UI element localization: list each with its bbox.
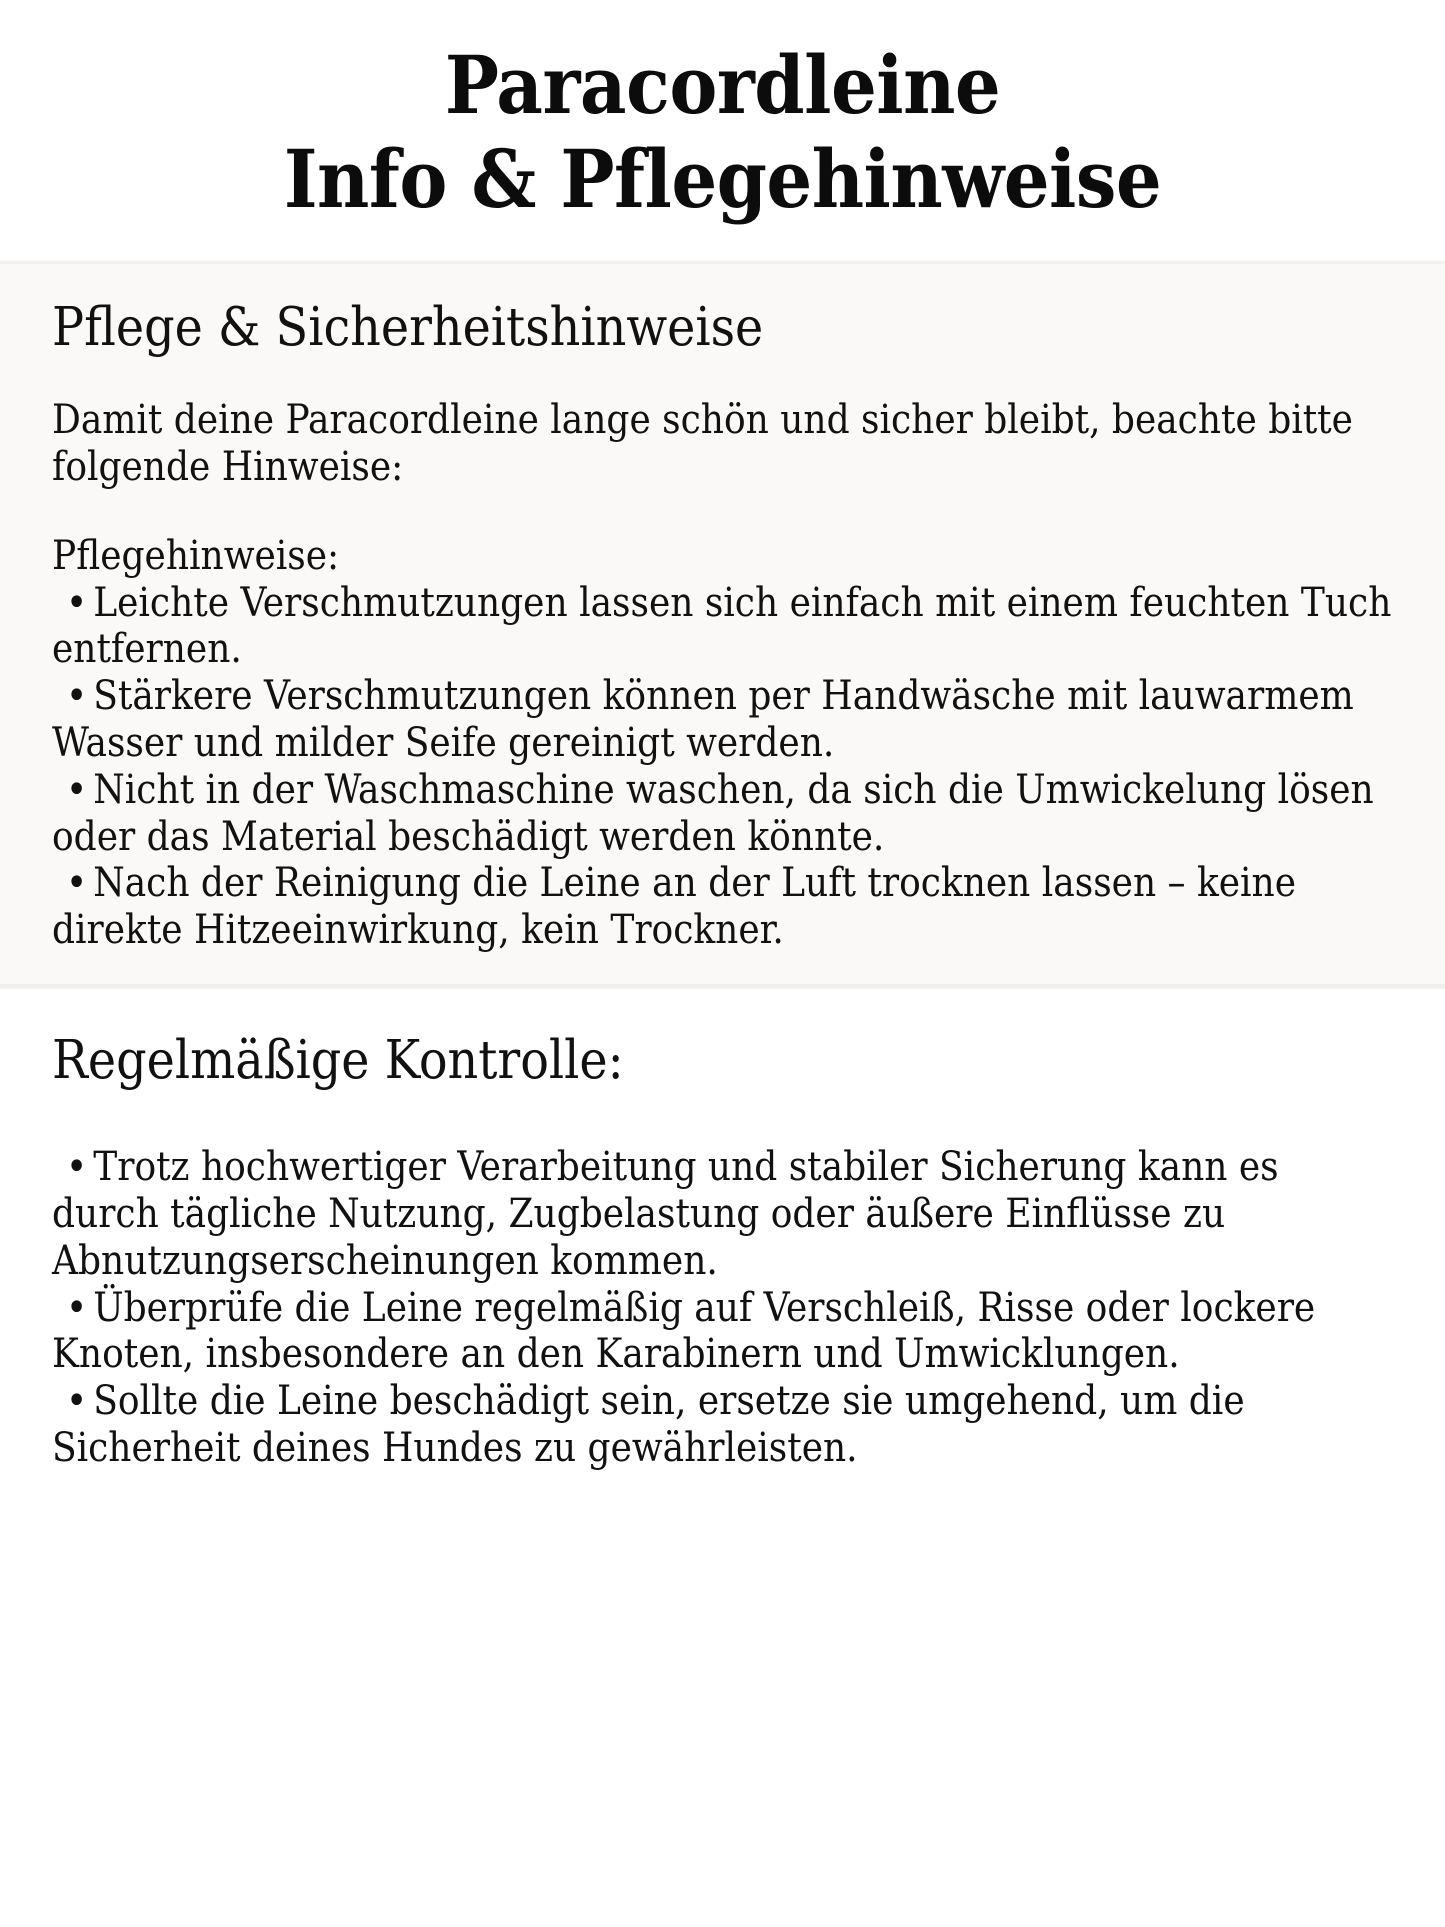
care-bullet-1 bbox=[52, 580, 1391, 673]
care-bullet-3 bbox=[52, 767, 1374, 860]
care-intro-paragraph: Damit deine Paracordleine lange schön und sicher bleibt, beachte bitte folgende Hinweise: bbox=[52, 397, 1353, 490]
care-bullet-3-text: Nicht in der Waschmaschine waschen, da sich die Umwickelung lösen oder das Material beschädigt werden könnte. bbox=[52, 766, 1374, 860]
page-title bbox=[40, 38, 1405, 227]
section-heading-care-and-safety: Pflege & Sicherheitshinweise bbox=[52, 296, 764, 358]
bullet-icon: • bbox=[66, 766, 88, 813]
care-bullet-4 bbox=[52, 860, 1296, 953]
care-bullet-1-text: Leichte Verschmutzungen lassen sich einfach mit einem feuchten Tuch entfernen. bbox=[52, 579, 1392, 673]
inspection-bullet-2 bbox=[52, 1285, 1315, 1378]
care-bullet-2 bbox=[52, 673, 1354, 766]
page-title-line-1: Paracordleine bbox=[444, 38, 1001, 132]
care-subheading: Pflegehinweise: bbox=[52, 532, 340, 579]
section-regular-inspection bbox=[0, 989, 1445, 1502]
inspection-bullet-1-text: Trotz hochwertiger Verarbeitung und stabiler Sicherung kann es durch tägliche Nutzung, Zugbelastung oder äußere Einflüsse zu Abnutzungserscheinungen kommen. bbox=[52, 1144, 1279, 1284]
bullet-icon: • bbox=[66, 1378, 88, 1425]
inspection-instructions-block bbox=[52, 1144, 1393, 1472]
bullet-icon: • bbox=[66, 1144, 88, 1191]
section-heading-regular-inspection: Regelmäßige Kontrolle: bbox=[52, 1029, 624, 1091]
inspection-bullet-3 bbox=[52, 1378, 1245, 1471]
care-bullet-4-text: Nach der Reinigung die Leine an der Luft trocknen lassen – keine direkte Hitzeeinwirkung, kein Trockner. bbox=[52, 860, 1297, 954]
section-care-and-safety bbox=[0, 261, 1445, 989]
bullet-icon: • bbox=[66, 673, 88, 720]
bullet-icon: • bbox=[66, 860, 88, 907]
inspection-bullet-3-text: Sollte die Leine beschädigt sein, ersetze sie umgehend, um die Sicherheit deines Hundes zu gewährleisten. bbox=[52, 1378, 1245, 1472]
care-bullet-2-text: Stärkere Verschmutzungen können per Handwäsche mit lauwarmem Wasser und milder Seife gereinigt werden. bbox=[52, 673, 1354, 766]
page-header bbox=[0, 0, 1445, 261]
inspection-bullet-2-text: Überprüfe die Leine regelmäßig auf Verschleiß, Risse oder lockere Knoten, insbesondere an den Karabinern und Umwicklungen. bbox=[52, 1284, 1316, 1378]
page-title-line-2: Info & Pflegehinweise bbox=[283, 132, 1162, 227]
bullet-icon: • bbox=[66, 579, 88, 626]
inspection-bullet-1 bbox=[52, 1144, 1279, 1284]
care-instructions-block bbox=[52, 533, 1393, 954]
bullet-icon: • bbox=[66, 1284, 88, 1331]
